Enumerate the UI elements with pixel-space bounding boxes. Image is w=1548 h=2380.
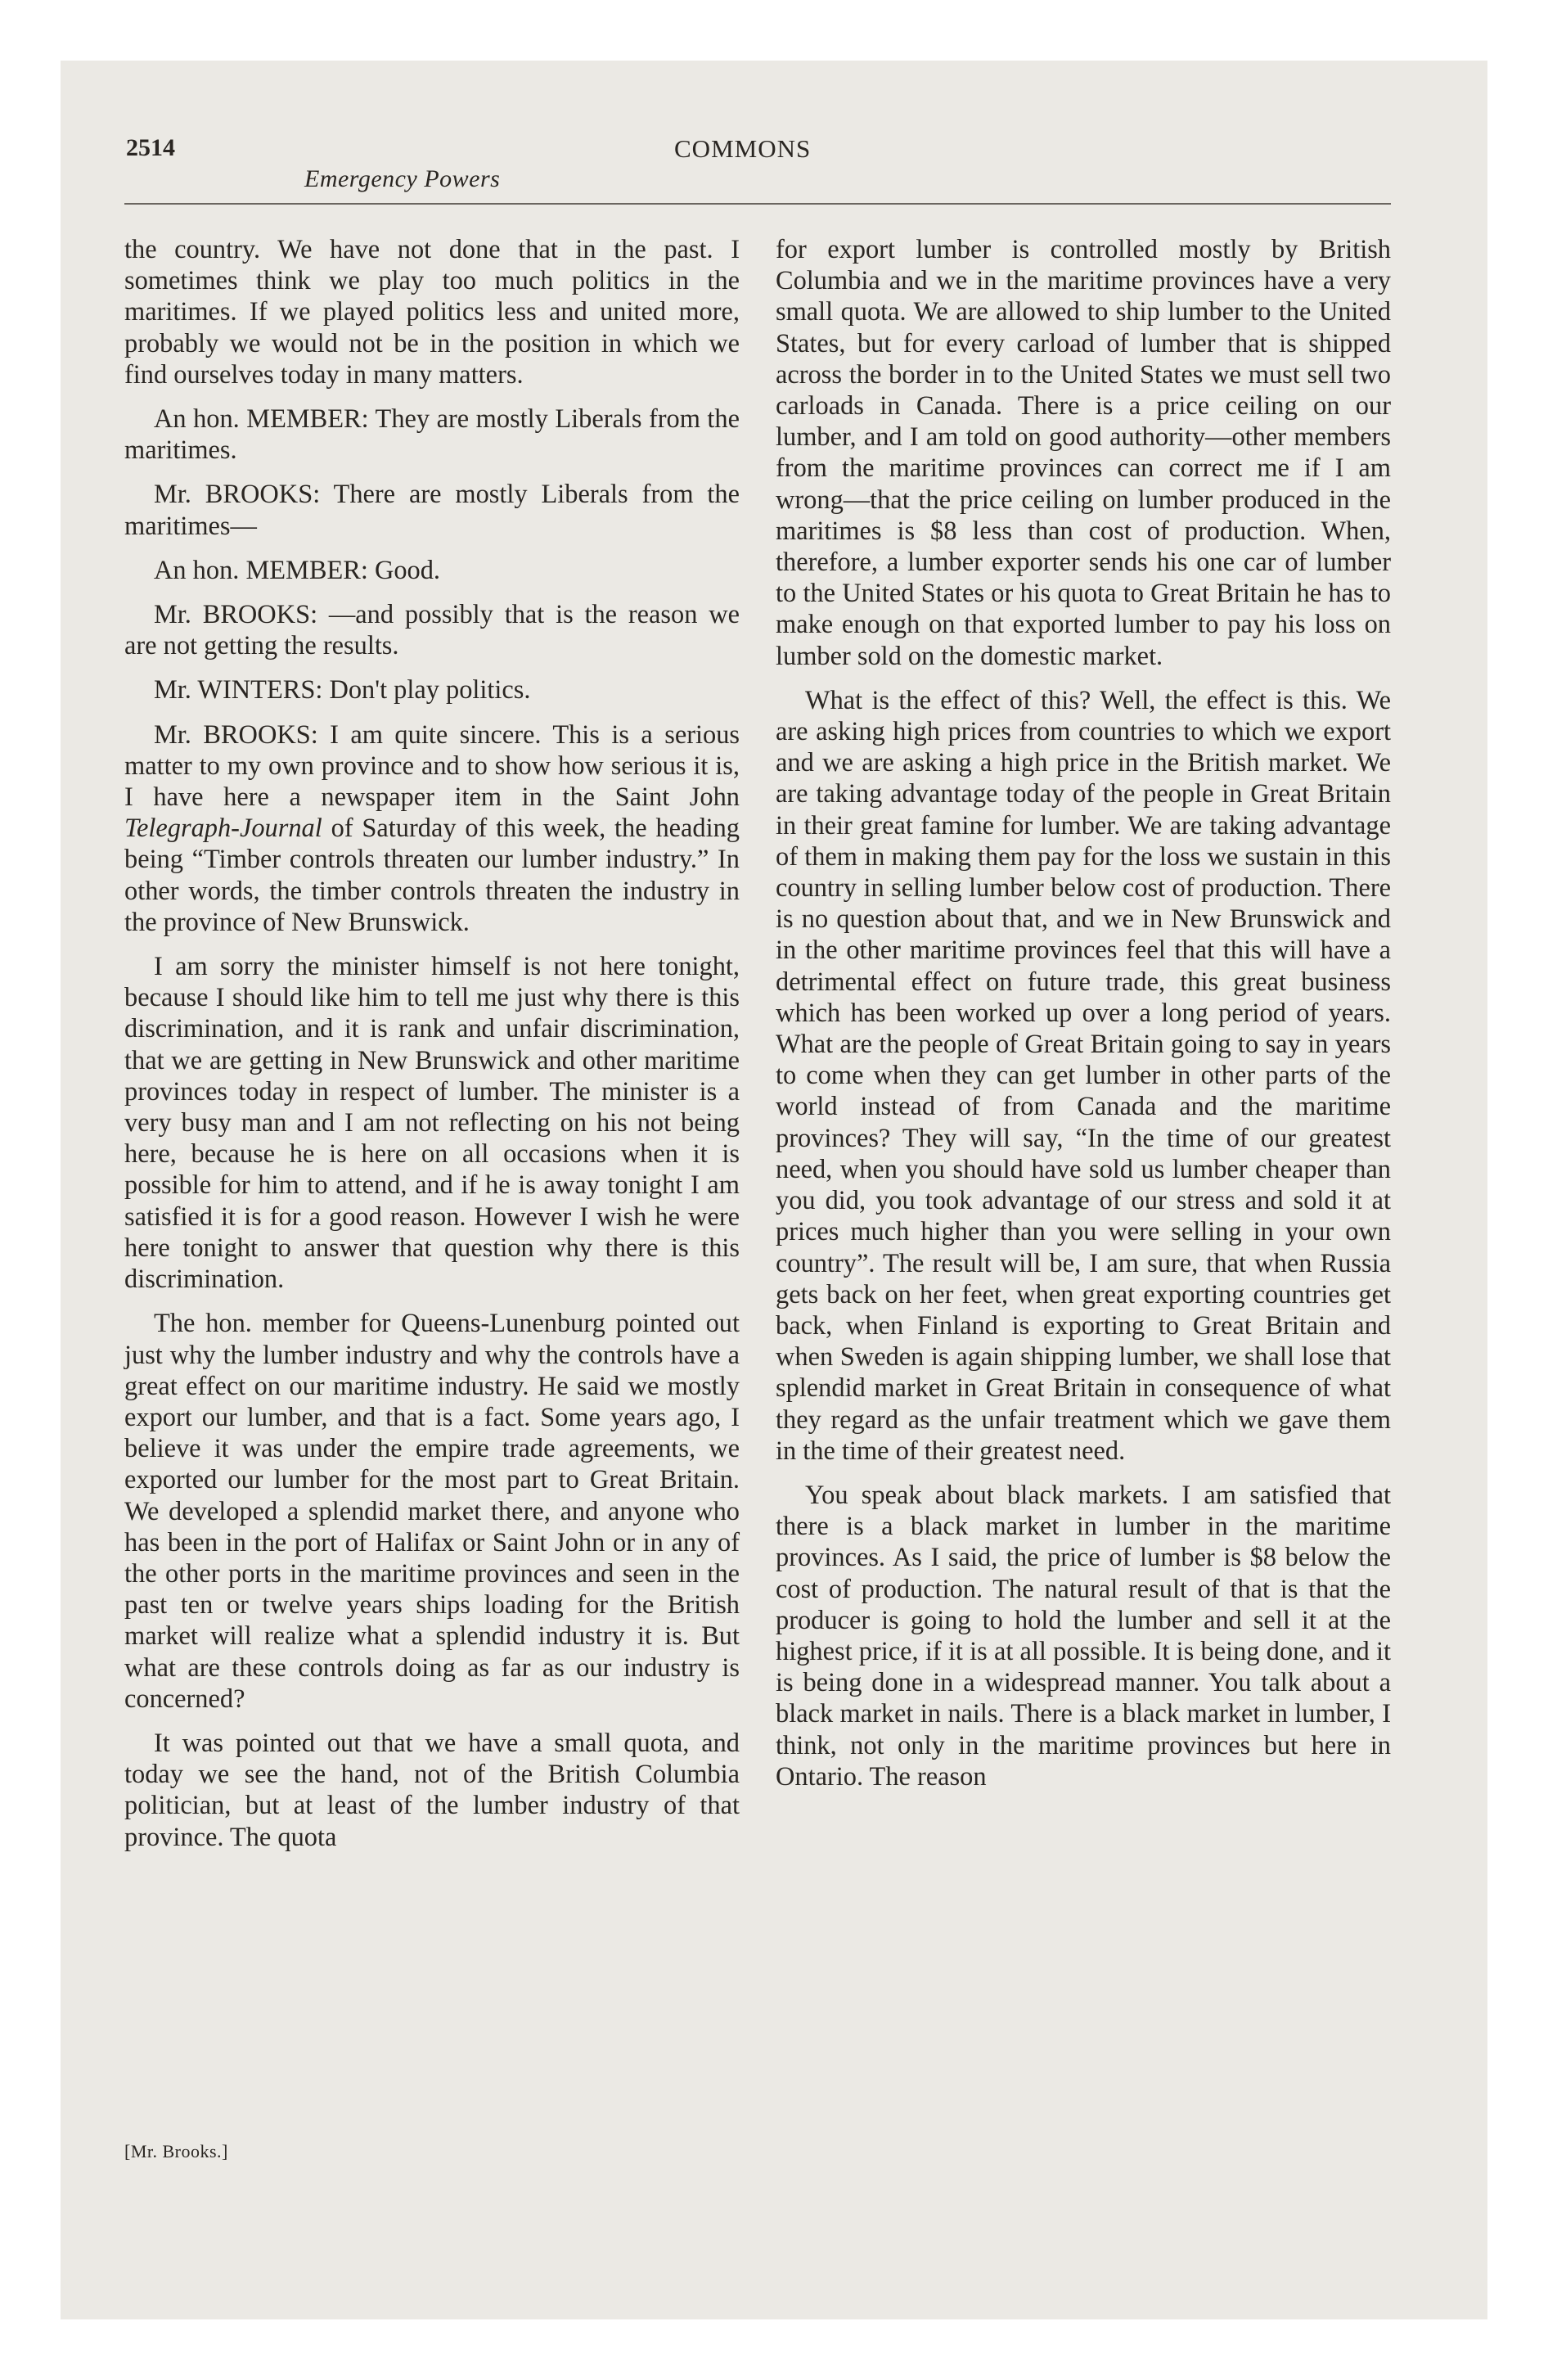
paragraph: The hon. member for Queens-Lunenburg pointed out just why the lumber industry and why the controls have a great effect on our maritime industry. He said we mostly export our lumber, and that is a fact. Some years ago, I believe it was under the empire trade agreements, we exported our lumber for the most part to Great Britain. We developed a splendid market there, and anyone who has been in the port of Halifax or Saint John or in any of the other ports in the maritime provinces and seen in the past ten or twelve years ships loading for the British market will realize what a splendid industry it is. But what are these controls doing as far as our industry is concerned? — [124, 1309, 740, 1714]
paragraph: the country. We have not done that in the past. I sometimes think we play too much politics in the maritimes. If we played politics less and united more, probably we would not be in the position in which we find ourselves today in many matters. — [124, 235, 740, 390]
paragraph: Mr. WINTERS: Don't play politics. — [154, 675, 531, 705]
running-head: COMMONS — [674, 134, 812, 163]
page-number: 2514 — [126, 134, 175, 161]
paragraph: for export lumber is controlled mostly by British Columbia and we in the maritime provinces have a very small quota. We are allowed to ship lumber to the United States, but for every carload of lumber that is shipped across the border in to the United States we must sell two carloads in Canada. There is a price ceiling on our lumber, and I am told on good authority—other members from the maritime provinces can correct me if I am wrong—that the price ceiling on lumber produced in the maritimes is $8 less than cost of production. When, therefore, a lumber exporter sends his one car of lumber to the United States or his quota to Great Britain he has to make enough on that exported lumber to pay his loss on lumber sold on the domestic market. — [776, 235, 1391, 671]
paragraph: You speak about black markets. I am satisfied that there is a black market in lumber in the maritime provinces. As I said, the price of lumber is $8 below the cost of production. The natural result of that is that the producer is going to hold the lumber and sell it at the highest price, if it is at all possible. It is being done, and it is being done in a widespread manner. You talk about a black market in nails. There is a black market in lumber, I think, not only in the maritime provinces but here in Ontario. The reason — [776, 1480, 1391, 1792]
paragraph — [124, 719, 740, 938]
paragraph: I am sorry the minister himself is not here tonight, because I should like him to tell me just why there is this discrimination, and it is rank and unfair discrimination, that we are getting in New Brunswick and other maritime provinces today in respect of lumber. The minister is a very busy man and I am not reflecting on his not being here, because he is here on all occasions when it is possible for him to attend, and if he is away tonight I am satisfied it is for a good reason. However I wish he were here tonight to answer that question why there is this discrimination. — [124, 952, 740, 1295]
paragraph-text: Mr. BROOKS: I am quite sincere. This is a serious matter to my own province and to show how serious it is, I have here a newspaper item in the Saint John — [124, 719, 740, 813]
newspaper-title: Telegraph-Journal — [124, 814, 322, 844]
paragraph: An hon. MEMBER: They are mostly Liberals from the maritimes. — [124, 404, 740, 466]
section-title: Emergency Powers — [304, 165, 501, 192]
paragraph: Mr. BROOKS: There are mostly Liberals from the maritimes— — [124, 480, 740, 541]
paragraph-text: of Saturday of this week, the heading being “Timber controls threaten our lumber industry.” In other words, the timber controls threaten the industry in the province of New Brunswick. — [124, 814, 740, 937]
page-header — [124, 134, 1391, 205]
paragraph: An hon. MEMBER: Good. — [154, 555, 441, 585]
footer-speaker: [Mr. Brooks.] — [124, 2141, 228, 2161]
paragraph: It was pointed out that we have a small quota, and today we see the hand, not of the British Columbia politician, but at least of the lumber industry of that province. The quota — [124, 1728, 740, 1852]
right-column — [776, 234, 1391, 1792]
left-column — [124, 234, 740, 1853]
paragraph: What is the effect of this? Well, the effect is this. We are asking high prices from countries to which we export and we are asking a high price in the British market. We are taking advantage today of the people in Great Britain in their great famine for lumber. We are taking advantage of them in making them pay for the loss we sustain in this country in selling lumber below cost of production. There is no question about that, and we in New Brunswick and in the other maritime provinces feel that this will have a detrimental effect on future trade, this great business which has been worked up over a long period of years. What are the people of Great Britain going to say in years to come when they can get lumber in other parts of the world instead of from Canada and the maritime provinces? They will say, “In the time of our greatest need, when you should have sold us lumber cheaper than you did, you took advantage of our stress and sold it at prices much higher than you were selling in your own country”. The result will be, I am sure, that when Russia gets back on her feet, when great exporting countries get back, when Finland is exporting to Great Britain and when Sweden is again shipping lumber, we shall lose that splendid market in Great Britain in consequence of what they regard as the unfair treatment which we gave them in the time of their greatest need. — [776, 685, 1391, 1466]
paragraph: Mr. BROOKS: —and possibly that is the reason we are not getting the results. — [124, 600, 740, 661]
